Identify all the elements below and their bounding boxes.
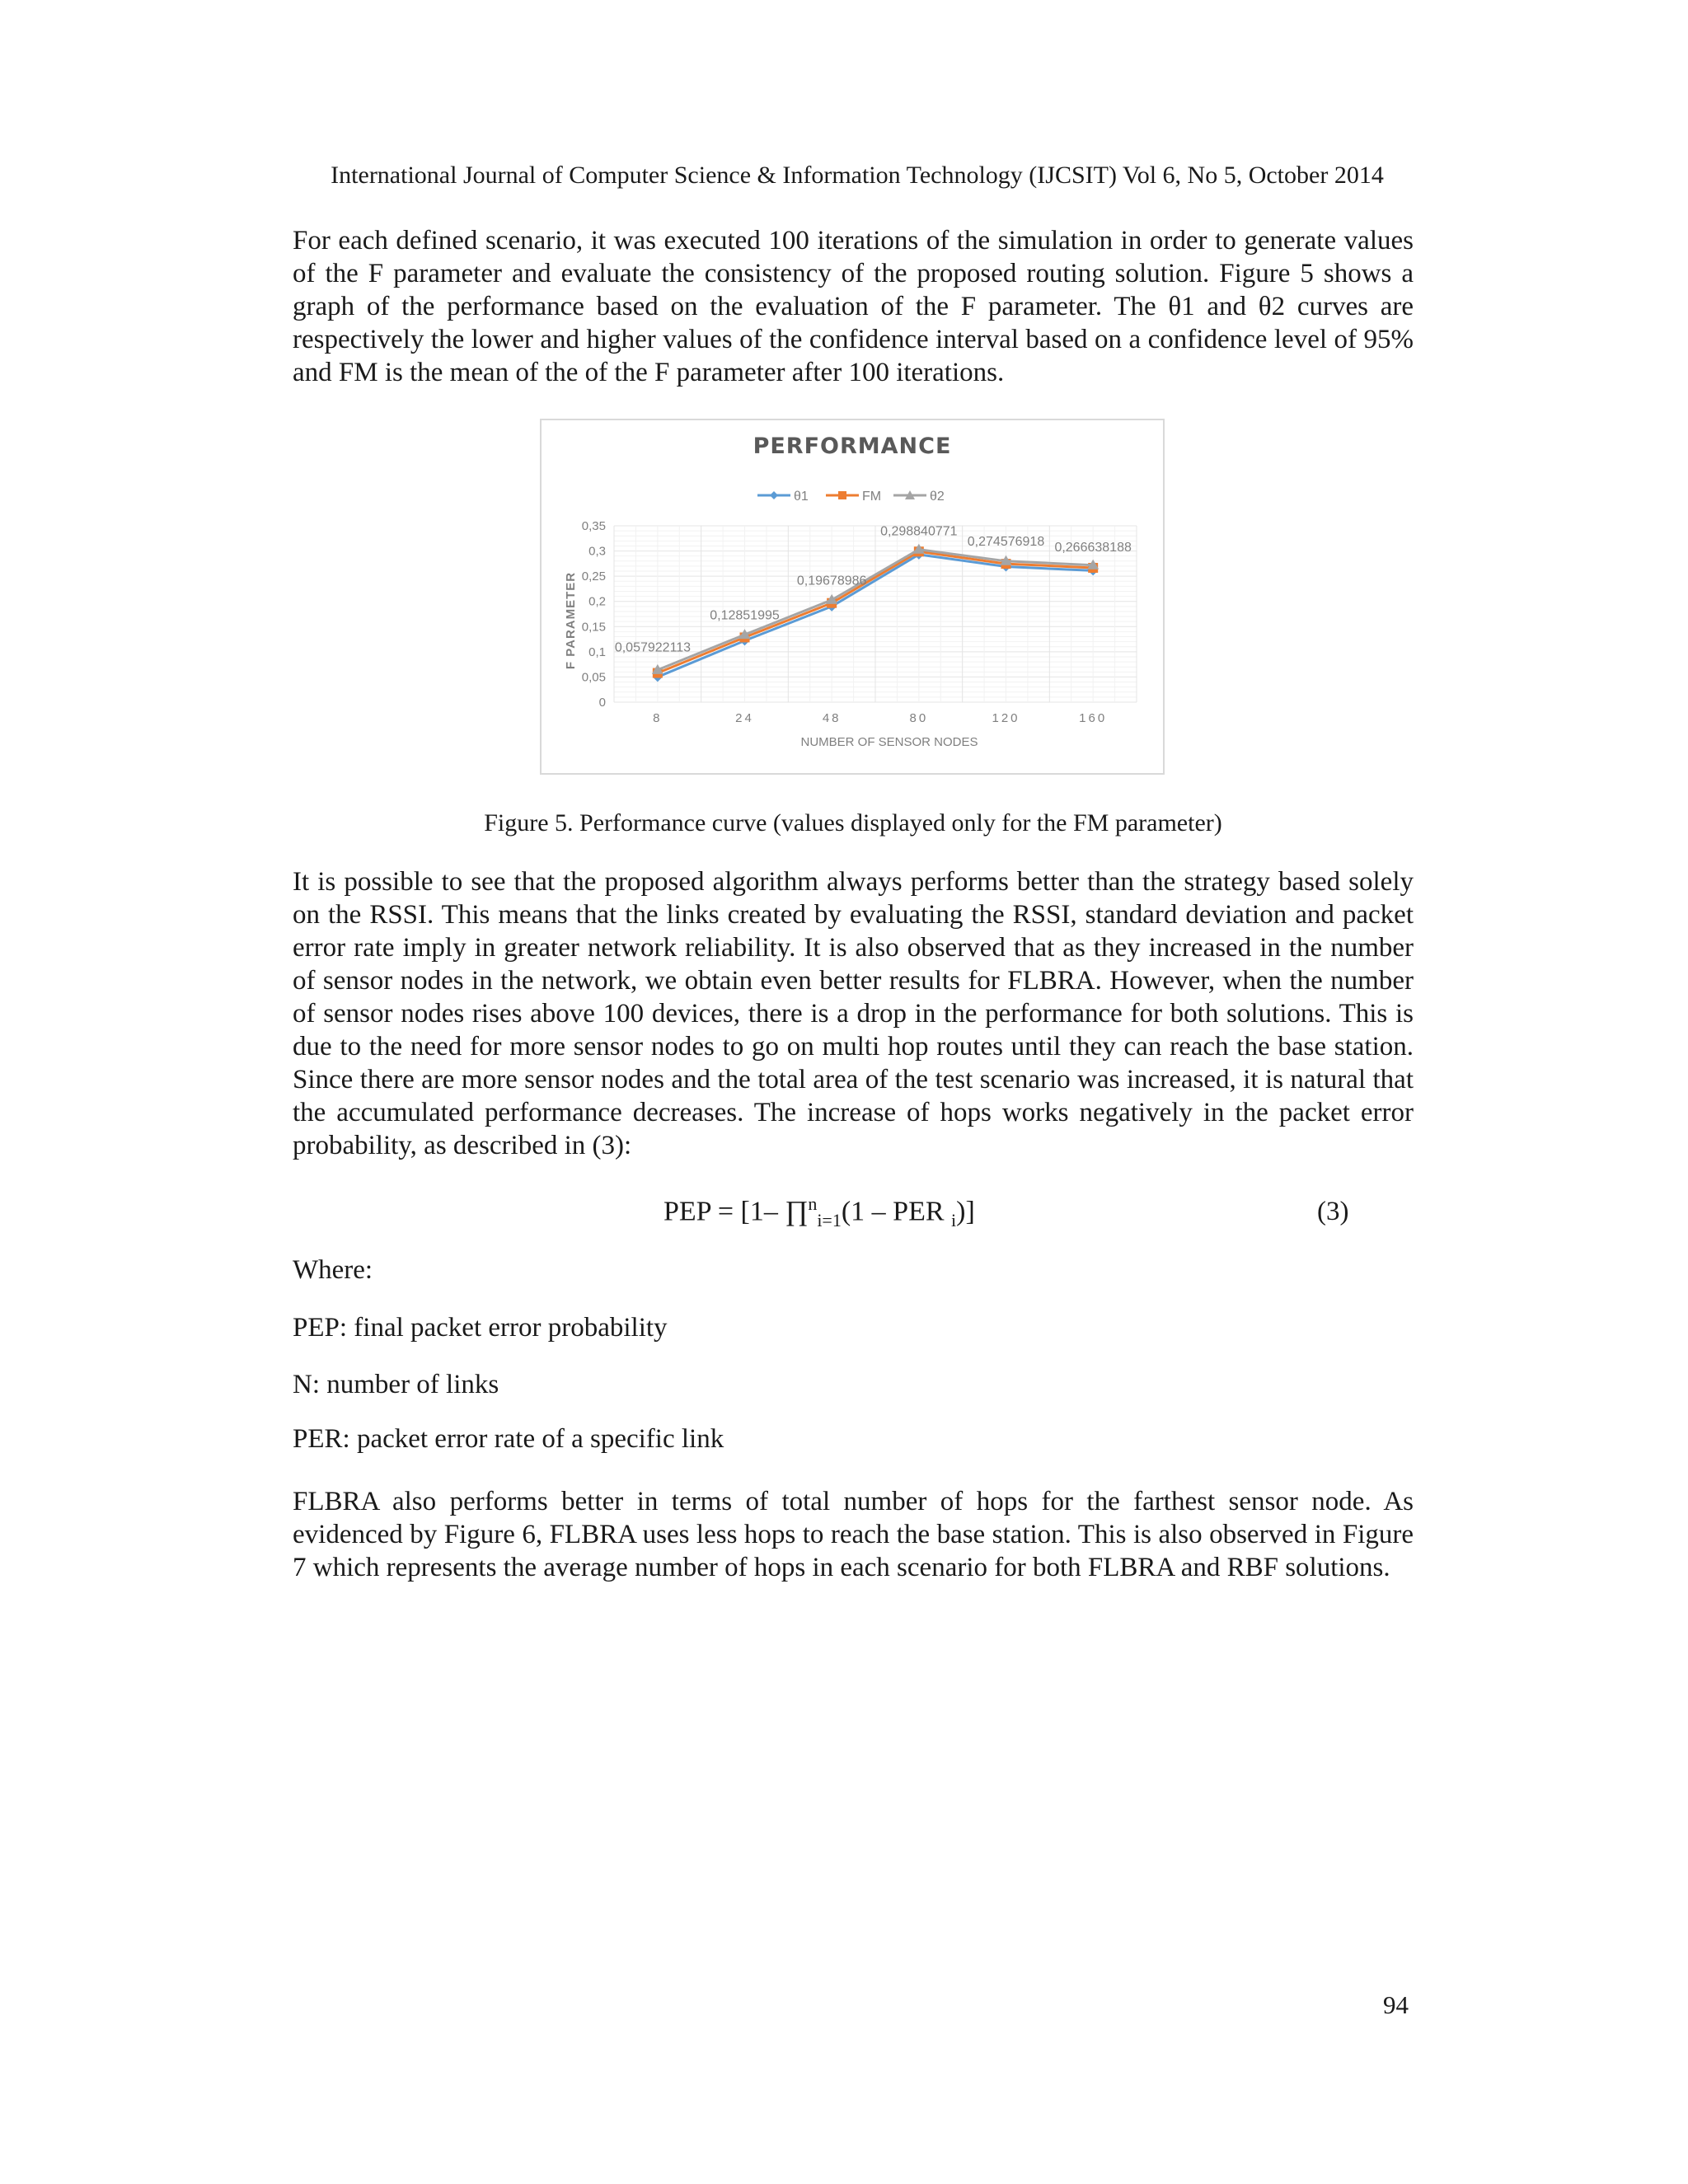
- x-tick-label: 24: [735, 711, 754, 725]
- equation-number: (3): [1317, 1197, 1349, 1226]
- y-axis-label: F PARAMETER: [564, 571, 578, 670]
- data-label: 0,266638188: [1054, 540, 1132, 555]
- y-tick-label: 0,35: [581, 519, 606, 533]
- chart-data-labels: [615, 524, 1132, 654]
- legend-theta2: θ2: [930, 490, 945, 504]
- equation-pep: [663, 1193, 975, 1231]
- definition-n: N: number of links: [293, 1370, 499, 1399]
- figure-caption: Figure 5. Performance curve (values displayed only for the FM parameter): [484, 809, 1222, 837]
- equation-mid: (1 – PER: [841, 1196, 952, 1227]
- y-tick-label: 0,3: [588, 544, 606, 559]
- chart-title: PERFORMANCE: [753, 434, 952, 459]
- where-label: Where:: [293, 1255, 373, 1285]
- journal-header: International Journal of Computer Science & Information Technology (IJCSIT) Vol 6, No 5, October 2014: [331, 162, 1384, 189]
- y-tick-label: 0,15: [581, 620, 606, 635]
- x-tick-label: 80: [909, 711, 929, 725]
- page-number: 94: [1383, 1990, 1409, 2019]
- x-axis-ticks: [653, 711, 1107, 725]
- chart-legend: [757, 490, 945, 504]
- y-tick-label: 0,25: [581, 569, 606, 584]
- legend-marker-theta1: [770, 491, 778, 499]
- paragraph-hops: FLBRA also performs better in terms of total number of hops for the farthest sensor node. As evidenced by Figure 6, FLBRA uses less hops to reach the base station. This is also observed in Figure 7 which represents the average number of hops in each scenario for both FLBRA and RBF solutions.: [293, 1487, 1414, 1582]
- x-tick-label: 48: [822, 711, 842, 725]
- paragraph-analysis: It is possible to see that the proposed algorithm always performs better than the strategy based solely on the RSSI. This means that the links created by evaluating the RSSI, standard deviation and packet error rate imply in greater network reliability. It is also observed that as they increased in the number of sensor nodes in the network, we obtain even better results for FLBRA. However, when the number of sensor nodes rises above 100 devices, there is a drop in the performance for both solutions. This is due to the need for more sensor nodes to go on multi hop routes until they can reach the base station. Since there are more sensor nodes and the total area of the test scenario was increased, it is natural that the accumulated performance decreases. The increase of hops works negatively in the packet error probability, as described in (3):: [293, 867, 1414, 1160]
- legend-marker-fm: [838, 491, 846, 499]
- legend-fm: FM: [862, 490, 882, 504]
- data-label: 0,298840771: [880, 524, 958, 539]
- definition-pep: PEP: final packet error probability: [293, 1313, 668, 1343]
- paragraph-intro: For each defined scenario, it was executed 100 iterations of the simulation in order to generate values of the F parameter and evaluate the consistency of the proposed routing solution. Figure 5 shows a graph of the performance based on the evaluation of the F parameter. The θ1 and θ2 curves are respectively the lower and higher values of the confidence interval based on a confidence level of 95% and FM is the mean of the of the F parameter after 100 iterations.: [293, 226, 1414, 387]
- x-tick-label: 120: [992, 711, 1020, 725]
- y-tick-label: 0,1: [588, 644, 606, 659]
- y-tick-label: 0,05: [581, 670, 606, 685]
- performance-chart: [542, 420, 1163, 773]
- data-label: 0,12851995: [710, 608, 780, 623]
- x-tick-label: 8: [653, 711, 663, 725]
- equation-sup: n: [808, 1193, 818, 1214]
- x-axis-label: NUMBER OF SENSOR NODES: [800, 735, 978, 749]
- data-label: 0,274576918: [967, 535, 1045, 550]
- definition-per: PER: packet error rate of a specific link: [293, 1424, 724, 1454]
- equation-end: )]: [956, 1196, 975, 1227]
- equation-sub2: i: [951, 1210, 957, 1231]
- equation-sub: i=1: [817, 1210, 842, 1231]
- y-axis-ticks: [582, 519, 606, 710]
- data-label: 0,19678986: [796, 574, 867, 588]
- x-tick-label: 160: [1079, 711, 1108, 725]
- data-label: 0,057922113: [614, 640, 692, 655]
- legend-theta1: θ1: [794, 490, 809, 504]
- equation-lhs: PEP = [1– ∏: [663, 1196, 809, 1227]
- y-tick-label: 0: [598, 696, 606, 710]
- performance-figure: [540, 419, 1165, 775]
- y-tick-label: 0,2: [588, 594, 606, 609]
